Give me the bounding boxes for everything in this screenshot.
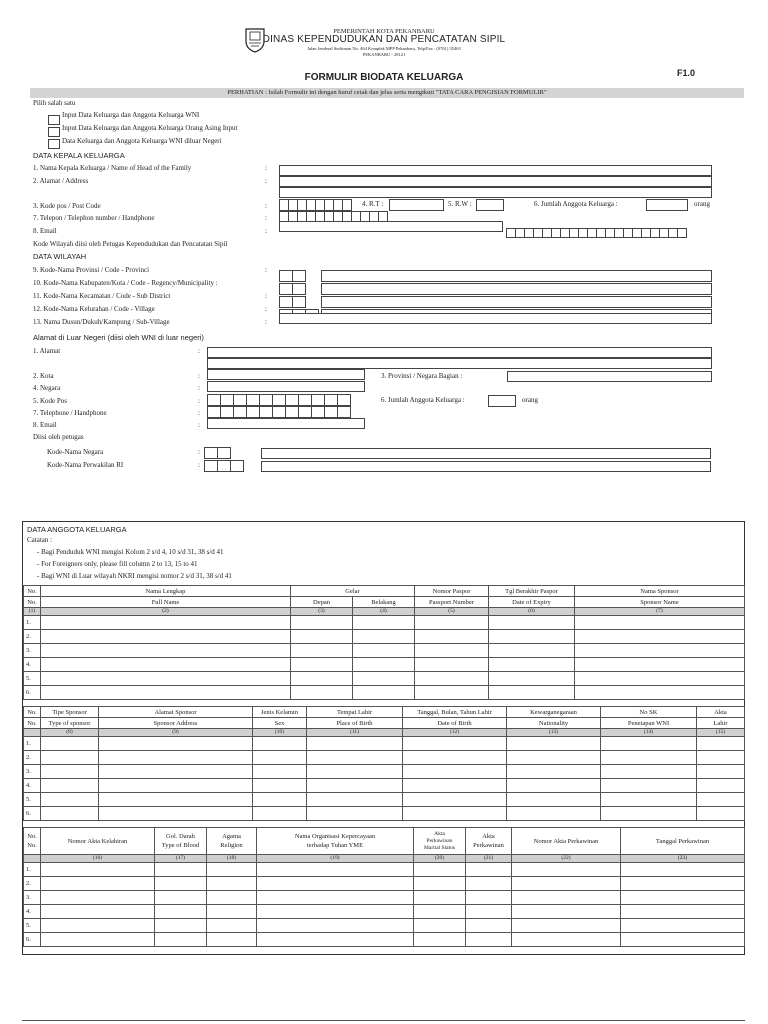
col-tgl-paspor: Tgl Berakhir Paspor (489, 586, 575, 597)
table-row[interactable]: 4. (24, 905, 745, 919)
head-name-label: 1. Nama Kepala Keluarga / Name of Head of the Family (33, 164, 192, 172)
rt-field[interactable] (389, 199, 444, 211)
members-table-1: No. Nama Lengkap Gelar Nomor Paspor Tgl Berakhir Paspor Nama Sponsor No. Full Name Depan Belakang Passport Number Date of Expiry Sponsor Name (1) (2) (3) (4) (5) (6) (7) 1. 2. 3. 4. 5. 6. (23, 585, 745, 700)
members-table-3: No. No. Nomor Akta Kelahiran Gol. Darah Type of Blood Agama Religion Nama Organisasi Kepercayaan terhadap Tuhan YME Akta Perkawinan Marital Status Akta Perkawinan Nomor Akta Perkawinan Tanggal Perkawinan (16) (17) (18) (19) (20) (21) (22) (23) 1. 2. 3. 4. 5. 6. (23, 827, 745, 947)
rt-label: 4. R.T : (362, 200, 384, 208)
notice-bar (30, 88, 744, 98)
gov-name: PEMERINTAH KOTA PEKANBARU (333, 28, 435, 35)
abroad-address-label: 1. Alamat (33, 347, 61, 355)
abroad-email-field[interactable] (207, 418, 365, 429)
abroad-email-label: 8. Email (33, 421, 57, 429)
col-gelar: Gelar (291, 586, 415, 597)
col-no-sk: No SK (601, 707, 697, 718)
email-label: 8. Email (33, 227, 57, 235)
jumlah-unit: orang (694, 200, 710, 208)
dept-name: DINAS KEPENDUDUKAN DAN PENCATATAN SIPIL (262, 34, 506, 45)
abroad-jumlah-field[interactable] (488, 395, 516, 407)
col-nama: Nama Lengkap (41, 586, 291, 597)
dept-address: Jalan Jenderal Sudirman No. 464 Komplek MPP Pekanbaru, Telp/Fax : (0761) 35463 (307, 46, 461, 51)
table-row[interactable]: 2. (24, 877, 745, 891)
col-paspor: Nomor Paspor (415, 586, 489, 597)
note-abroad: - Bagi WNI di Luar wilayah NKRI mengisi nomor 2 s/d 31, 38 s/d 41 (37, 572, 232, 580)
postcode-cells[interactable] (279, 199, 351, 211)
col-akta-lahir: Akta (697, 707, 745, 718)
table-row[interactable]: 3. (24, 891, 745, 905)
country-code-label: Kode-Nama Negara (47, 448, 104, 456)
email-cells[interactable] (506, 228, 686, 238)
regency-name[interactable] (321, 283, 712, 295)
province-name[interactable] (321, 270, 712, 282)
abroad-phone-cells[interactable] (207, 406, 350, 418)
col-tanggal-lahir: Tanggal, Bulan, Tahun Lahir (403, 707, 507, 718)
province-code[interactable] (279, 270, 305, 282)
col-jenis-kelamin: Jenis Kelamin (253, 707, 307, 718)
page-divider (22, 1020, 745, 1021)
representative-name-field[interactable] (261, 461, 711, 472)
table-row[interactable]: 6. (24, 807, 745, 821)
abroad-city-field[interactable] (207, 369, 365, 380)
anggota-section-title: DATA ANGGOTA KELUARGA (27, 525, 127, 534)
table-row[interactable]: 2. (24, 630, 745, 644)
abroad-country-field[interactable] (207, 381, 365, 392)
district-code[interactable] (279, 296, 305, 308)
luar-section-title: Alamat di Luar Negeri (diisi oleh WNI di luar negeri) (33, 333, 204, 342)
col-nomor-akta-perkawinan: Nomor Akta Perkawinan (512, 828, 621, 855)
col-alamat-sponsor: Alamat Sponsor (99, 707, 253, 718)
petugas-label: Diisi oleh petugas (33, 433, 84, 441)
country-code-cells[interactable] (204, 447, 230, 459)
col-sponsor: Nama Sponsor (575, 586, 745, 597)
table-row[interactable]: 1. (24, 863, 745, 877)
jumlah-label: 6. Jumlah Anggota Keluarga : (534, 200, 618, 208)
phone-label: 7. Telepon / Telephon number / Handphone (33, 214, 155, 222)
table-row[interactable]: 6. (24, 933, 745, 947)
abroad-phone-label: 7. Telephone / Handphone (33, 409, 107, 417)
province-label: 9. Kode-Nama Provinsi / Code - Provinci (33, 266, 150, 274)
country-name-field[interactable] (261, 448, 711, 459)
subvillage-field[interactable] (279, 313, 712, 324)
abroad-province-label: 3. Provinsi / Negara Bagian : (381, 372, 463, 380)
kepala-section-title: DATA KEPALA KELUARGA (33, 151, 125, 160)
village-label: 12. Kode-Nama Kelurahan / Code - Village (33, 305, 155, 313)
district-label: 11. Kode-Nama Kecamatan / Code - Sub District (33, 292, 171, 300)
abroad-address-1[interactable] (207, 347, 712, 358)
col-agama: Agama Religion (207, 828, 257, 855)
table-row[interactable]: 6. (24, 686, 745, 700)
regency-code[interactable] (279, 283, 305, 295)
abroad-postcode-label: 5. Kode Pos (33, 397, 68, 405)
table-row[interactable]: 3. (24, 644, 745, 658)
col-akta-perkawinan: Akta Perkawinan (466, 828, 512, 855)
choice-title: Pilih salah satu (33, 99, 76, 107)
district-name[interactable] (321, 296, 712, 308)
abroad-address-2[interactable] (207, 358, 712, 369)
address-field-2[interactable] (279, 187, 712, 198)
subvillage-label: 13. Nama Dusun/Dukuh/Kampung / Sub-Village (33, 318, 170, 326)
col-status-kawin: Akta Perkawinan Marital Status (414, 828, 466, 855)
col-belakang: Belakang (353, 597, 415, 608)
table-row[interactable]: 5. (24, 672, 745, 686)
note-wni: - Bagi Penduduk WNI mengisi Kolom 2 s/d 4, 10 s/d 31, 38 s/d 41 (37, 548, 224, 556)
table-row[interactable]: 3. (24, 765, 745, 779)
abroad-jumlah-label: 6. Jumlah Anggota Keluarga : (381, 396, 465, 404)
col-tanggal-perkawinan: Tanggal Perkawinan (621, 828, 745, 855)
col-tipe-sponsor: Tipe Sponsor (41, 707, 99, 718)
regency-label: 10. Kode-Nama Kabupaten/Kota / Code - Regency/Municipality : (33, 279, 218, 287)
option-abroad-checkbox[interactable] (48, 139, 60, 149)
address-label: 2. Alamat / Address (33, 177, 89, 185)
note-foreigner: - For Foreigners only, please fill column 2 to 13, 15 to 41 (37, 560, 198, 568)
col-depan: Depan (291, 597, 353, 608)
col-kewarganegaraan: Kewarganegaraan (507, 707, 601, 718)
col-akta-kelahiran: Nomor Akta Kelahiran (41, 828, 155, 855)
catatan-label: Catatan : (27, 536, 53, 544)
col-gol-darah: Gol. Darah Type of Blood (155, 828, 207, 855)
abroad-province-field[interactable] (507, 371, 712, 382)
option-foreigner-checkbox[interactable] (48, 127, 60, 137)
form-title: FORMULIR BIODATA KELUARGA (304, 72, 464, 83)
table-row[interactable]: 5. (24, 919, 745, 933)
address-field-1[interactable] (279, 176, 712, 187)
col-no: No. (24, 586, 41, 597)
abroad-city-label: 2. Kota (33, 372, 54, 380)
dept-city: PEKANBARU - 28121 (362, 52, 406, 57)
phone-field[interactable] (279, 221, 503, 232)
abroad-country-label: 4. Negara (33, 384, 61, 392)
option-abroad-label: Data Keluarga dan Anggota Keluarga WNI diluar Negeri (62, 137, 222, 145)
table-row[interactable]: 4. (24, 779, 745, 793)
members-table-2: No. Tipe Sponsor Alamat Sponsor Jenis Kelamin Tempat Lahir Tanggal, Bulan, Tahun Lahir Kewarganegaraan No SK Akta No. Type of sponsor Sponsor Address Sex Place of Birth Date of Birth Nationality Penetapan WNI Lahir (8) (9) (10) (11) (12) (13) (14) (15) 1. 2. 3. 4. 5. 6. (23, 706, 745, 821)
rw-label: 5. R.W : (448, 200, 472, 208)
col-tempat-lahir: Tempat Lahir (307, 707, 403, 718)
abroad-postcode-cells[interactable] (207, 394, 350, 406)
representative-code-label: Kode-Nama Perwakilan RI (47, 461, 124, 469)
table-row[interactable]: 1. (24, 737, 745, 751)
abroad-jumlah-unit: orang (522, 396, 538, 404)
postcode-label: 3. Kode pos / Post Code (33, 202, 101, 210)
option-foreigner-label: Input Data Keluarga dan Anggota Keluarga Orang Asing Input (62, 124, 238, 132)
table-row[interactable]: 1. (24, 616, 745, 630)
col-organisasi: Nama Organisasi Kepercayaan terhadap Tuhan YME (257, 828, 414, 855)
jumlah-field[interactable] (646, 199, 688, 211)
option-wni-label: Input Data Keluarga dan Anggota Keluarga WNI (62, 111, 200, 119)
notice-text: PERHATIAN : Isilah Formulir ini dengan huruf cetak dan jelas serta mengikuti "TATA CARA PENGISIAN FORMULIR" (227, 89, 547, 96)
head-name-field[interactable] (279, 165, 712, 176)
option-wni-checkbox[interactable] (48, 115, 60, 125)
wilayah-note: Kode Wilayah diisi oleh Petugas Kependudukan dan Pencatatan Sipil (33, 240, 228, 248)
rw-field[interactable] (476, 199, 504, 211)
wilayah-section-title: DATA WILAYAH (33, 252, 87, 261)
table-row[interactable]: 5. (24, 793, 745, 807)
representative-code-cells[interactable] (204, 460, 243, 472)
table-row[interactable]: 4. (24, 658, 745, 672)
table-row[interactable]: 2. (24, 751, 745, 765)
form-code: F1.0 (677, 68, 696, 78)
